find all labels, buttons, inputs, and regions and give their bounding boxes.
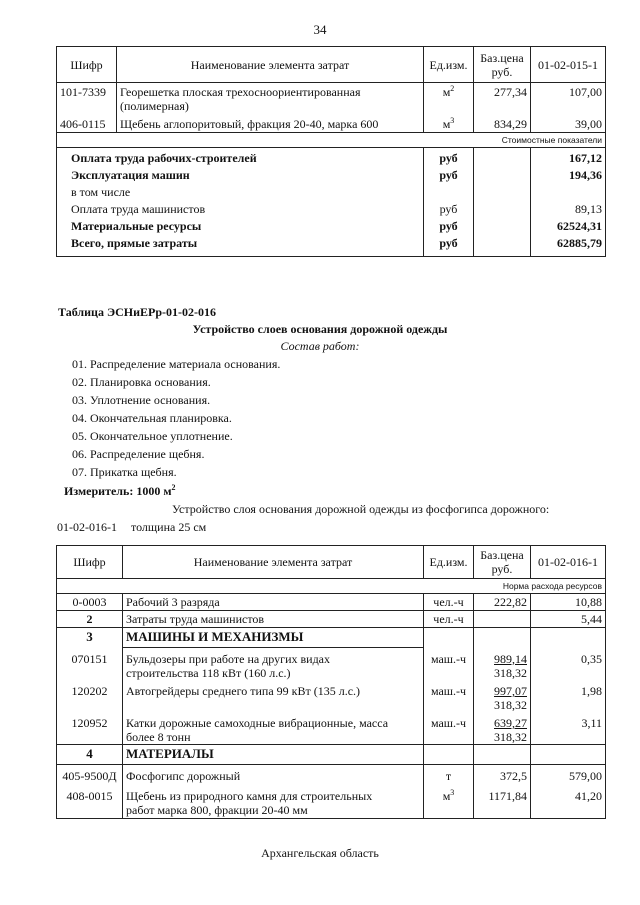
row-norm: 3,11 xyxy=(531,712,606,745)
section-code: 3 xyxy=(57,628,123,648)
cost-value: 194,36 xyxy=(569,168,602,182)
variant-text: толщина 25 см xyxy=(131,520,207,534)
cost-unit: руб xyxy=(439,168,458,182)
row-name: Фосфогипс дорожный xyxy=(123,765,424,785)
work-item: 04. Окончательная планировка. xyxy=(72,411,232,425)
cost-table-01-02-015 xyxy=(56,46,606,257)
cost-value: 62524,31 xyxy=(557,219,602,233)
empty-cell xyxy=(424,628,474,648)
table-row xyxy=(57,611,606,628)
row-price xyxy=(474,611,531,628)
work-item: 07. Прикатка щебня. xyxy=(72,465,177,479)
row-norm: 0,35 xyxy=(531,648,606,681)
table-row xyxy=(57,648,606,681)
cost-unit: руб xyxy=(439,236,458,250)
cost-name: Материальные ресурсы xyxy=(71,219,202,233)
work-item: 06. Распределение щебня. xyxy=(72,447,205,461)
empty-cell xyxy=(531,628,606,648)
section-row-machines xyxy=(57,628,606,648)
empty-cell xyxy=(474,628,531,648)
row-norm: 41,20 xyxy=(531,785,606,819)
meter-label: Измеритель: 1000 $м^2$ xyxy=(64,483,176,498)
section-label-cost: Стоимостные показатели xyxy=(57,133,606,148)
row-name: Бульдозеры при работе на других видах строительства 118 кВт (160 л.с.) xyxy=(123,648,424,681)
row-price: 277,34 xyxy=(474,83,531,115)
row-name: Катки дорожные самоходные вибрационные, масса более 8 тонн xyxy=(123,712,424,745)
row-name: Рабочий 3 разряда xyxy=(123,594,424,611)
table-row xyxy=(57,115,606,133)
cost-unit: руб xyxy=(439,151,458,165)
table-row xyxy=(57,765,606,785)
row-unit: маш.-ч xyxy=(424,712,474,745)
row-name: Щебень из природного камня для строительных работ марка 800, фракции 20-40 мм xyxy=(123,785,424,819)
row-price: 989,14 318,32 xyxy=(474,648,531,681)
section-code: 4 xyxy=(57,745,123,765)
cost-name: Оплата труда машинистов xyxy=(71,202,206,216)
row-code: 406-0115 xyxy=(57,115,117,133)
row-unit: т xyxy=(424,765,474,785)
section-title: Устройство слоев основания дорожной одежды xyxy=(192,322,448,336)
empty-cell xyxy=(424,745,474,765)
row-norm: 107,00 xyxy=(531,83,606,115)
header-name: Наименование элемента затрат xyxy=(117,47,424,83)
row-unit: $м^3$ xyxy=(424,115,474,133)
section-name: МАШИНЫ И МЕХАНИЗМЫ xyxy=(123,628,424,648)
row-code: 0-0003 xyxy=(57,594,123,611)
row-code: 070151 xyxy=(57,648,123,681)
row-norm: 579,00 xyxy=(531,765,606,785)
row-norm: 5,44 xyxy=(531,611,606,628)
row-code: 2 xyxy=(57,611,123,628)
header-norm: 01-02-016-1 xyxy=(531,546,606,579)
cost-name: Эксплуатация машин xyxy=(71,168,190,182)
row-unit: маш.-ч xyxy=(424,648,474,681)
cost-value xyxy=(534,185,602,202)
work-item: 02. Планировка основания. xyxy=(72,375,211,389)
header-code: Шифр xyxy=(57,47,117,83)
footer-region: Архангельская область xyxy=(261,846,379,860)
cost-unit: руб xyxy=(439,202,458,216)
resource-table-01-02-016 xyxy=(56,545,606,819)
work-item: 05. Окончательное уплотнение. xyxy=(72,429,233,443)
cost-empty xyxy=(474,148,531,257)
row-name: Затраты труда машинистов xyxy=(123,611,424,628)
variant-code: 01-02-016-1 xyxy=(57,520,117,534)
header-unit: Ед.изм. xyxy=(424,47,474,83)
row-price: 1171,84 xyxy=(474,785,531,819)
header-unit: Ед.изм. xyxy=(424,546,474,579)
table-row xyxy=(57,594,606,611)
header-norm: 01-02-015-1 xyxy=(531,47,606,83)
section-row-materials xyxy=(57,745,606,765)
row-code: 120202 xyxy=(57,680,123,712)
row-code: 120952 xyxy=(57,712,123,745)
empty-cell xyxy=(531,745,606,765)
row-norm: 1,98 xyxy=(531,680,606,712)
row-code: 405-9500Д xyxy=(57,765,123,785)
row-name: Щебень аглопоритовый, фракция 20-40, марка 600 xyxy=(117,115,424,133)
row-code: 101-7339 xyxy=(57,83,117,115)
row-norm: 10,88 xyxy=(531,594,606,611)
row-unit: $м^3$ xyxy=(424,785,474,819)
header-price: Баз.цена руб. xyxy=(474,546,531,579)
row-price: 222,82 xyxy=(474,594,531,611)
header-name: Наименование элемента затрат xyxy=(123,546,424,579)
row-unit: чел.-ч xyxy=(424,594,474,611)
cost-name: Всего, прямые затраты xyxy=(71,236,198,250)
page-number: 34 xyxy=(313,22,327,37)
row-unit: чел.-ч xyxy=(424,611,474,628)
table-row xyxy=(57,785,606,819)
header-code: Шифр xyxy=(57,546,123,579)
cost-names xyxy=(57,148,424,257)
cost-name: Оплата труда рабочих-строителей xyxy=(71,151,257,165)
cost-name: в том числе xyxy=(71,185,131,199)
cost-value: 89,13 xyxy=(575,202,602,216)
works-title: Состав работ: xyxy=(280,339,360,353)
cost-unit: руб xyxy=(439,219,458,233)
row-name: Георешетка плоская трехосноориентированная (полимерная) xyxy=(117,83,424,115)
row-norm: 39,00 xyxy=(531,115,606,133)
section-label-norm: Норма расхода ресурсов xyxy=(57,579,606,594)
row-unit: маш.-ч xyxy=(424,680,474,712)
row-price: 639,27 318,32 xyxy=(474,712,531,745)
row-unit: $м^2$ xyxy=(424,83,474,115)
cost-value: 167,12 xyxy=(569,151,602,165)
table-row xyxy=(57,680,606,712)
description: Устройство слоя основания дорожной одежды из фосфогипса дорожного: xyxy=(172,502,550,516)
table-title: Таблица ЭСНиЕРр-01-02-016 xyxy=(58,305,217,319)
cost-values xyxy=(531,148,606,257)
row-code: 408-0015 xyxy=(57,785,123,819)
section-name: МАТЕРИАЛЫ xyxy=(123,745,424,765)
row-price: 997,07 318,32 xyxy=(474,680,531,712)
cost-value: 62885,79 xyxy=(557,236,602,250)
header-price: Баз.цена руб. xyxy=(474,47,531,83)
row-name: Автогрейдеры среднего типа 99 кВт (135 л.с.) xyxy=(123,680,424,712)
table-row xyxy=(57,712,606,745)
cost-unit xyxy=(427,185,470,202)
table-row xyxy=(57,83,606,115)
row-price: 372,5 xyxy=(474,765,531,785)
work-item: 01. Распределение материала основания. xyxy=(72,357,281,371)
row-price: 834,29 xyxy=(474,115,531,133)
empty-cell xyxy=(474,745,531,765)
work-item: 03. Уплотнение основания. xyxy=(72,393,211,407)
cost-units xyxy=(424,148,474,257)
